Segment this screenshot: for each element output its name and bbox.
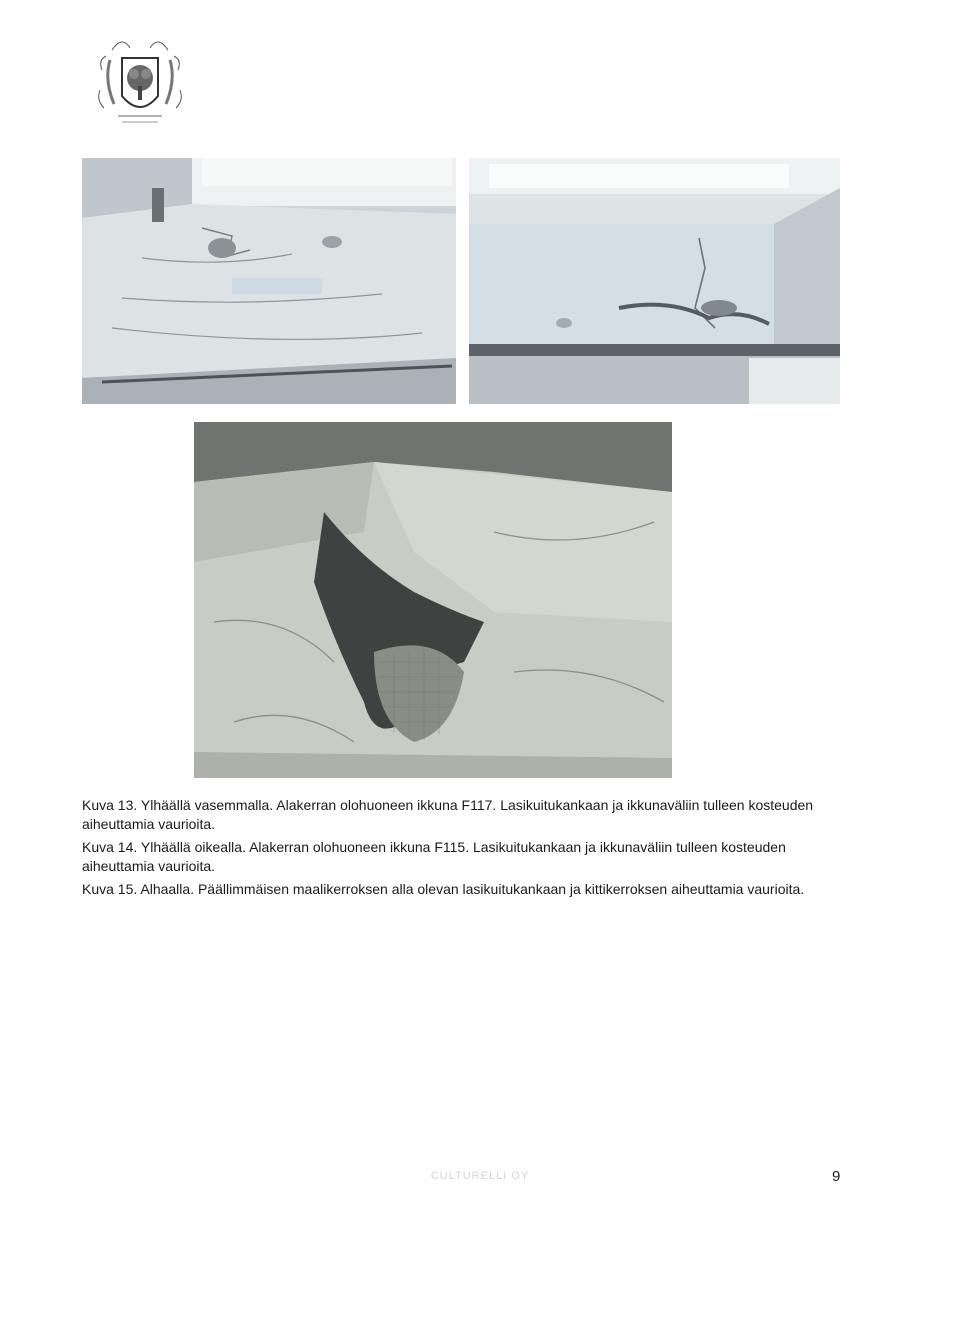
photo-window-f117 [82, 158, 456, 404]
page-number: 9 [832, 1168, 841, 1185]
caption-kuva-15: Kuva 15. Alhaalla. Päällimmäisen maalikerroksen alla olevan lasikuitukankaan ja kittikerroksen aiheuttamia vaurioita. [82, 881, 805, 897]
coat-of-arms-tree-icon [92, 30, 188, 146]
caption-kuva-13: Kuva 13. Ylhäällä vasemmalla. Alakerran olohuoneen ikkuna F117. Lasikuitukankaan ja ikkunaväliin tulleen kosteuden aiheuttamia vaurioita. [82, 797, 814, 832]
photo-peeling-paint-closeup [194, 422, 672, 778]
footer-company-name: CULTURELLI OY [430, 1170, 530, 1182]
photo-window-f115 [469, 158, 840, 404]
figure-captions [82, 796, 852, 903]
caption-kuva-14: Kuva 14. Ylhäällä oikealla. Alakerran olohuoneen ikkuna F115. Lasikuitukankaan ja ikkunaväliin tulleen kosteuden aiheuttamia vaurioita. [82, 839, 786, 874]
